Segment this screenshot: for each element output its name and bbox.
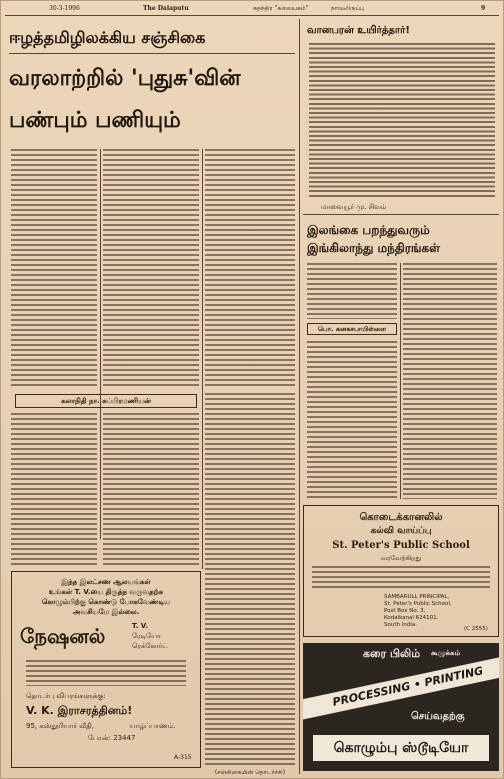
article-column-3-text: [205, 149, 295, 389]
article-column-2-text: [103, 149, 199, 389]
tv-ad-code: A-315: [174, 754, 192, 761]
header-date: 30-3-1996: [49, 5, 80, 12]
article-column-3-text-lower: [205, 393, 295, 767]
tv-ad-brand-tv: T. V.: [132, 622, 148, 630]
header-middle: சுதந்திர "கலையகம்": [253, 5, 309, 12]
right-article-headline-2: இங்கிலாந்து மந்திரங்கள்: [307, 241, 440, 255]
school-ad-contact-line: Post Box No. 3,: [384, 608, 426, 614]
tv-advertisement: [11, 571, 201, 768]
right-top-body-text: [309, 43, 495, 199]
right-top-title: வானபரன் உயிர்த்தார்!: [307, 25, 410, 36]
tv-ad-brand-radio: ரேடியோ: [132, 632, 161, 640]
banner-top-text: கரை பிலிம்: [363, 647, 421, 660]
header-paper-name: The Dalaputu: [143, 5, 189, 12]
article-byline: கலாநிதி நா. சுப்பிரமணியன்: [15, 394, 197, 408]
right-article-col-rule: [400, 263, 401, 499]
kicker-rule: [9, 53, 295, 54]
tv-ad-phone: போன்: 23447: [88, 734, 136, 742]
school-ad-contact: [384, 594, 452, 629]
tv-ad-brand: நேஷனல்: [20, 624, 106, 648]
banner-mid-text: செய்வதற்கு: [411, 711, 465, 722]
tv-ad-address: 95, கஸ்தூரியார் வீதி, யாழ்ப்பாணம்.: [26, 722, 176, 730]
school-ad-contact-line: SAMBARULL PRINCIPAL,: [384, 594, 450, 600]
article-kicker: ஈழத்தமிழிலக்கிய சஞ்சிகை: [9, 28, 206, 47]
article-headline-2: பண்பும் பணியும்: [9, 108, 181, 133]
article-column-2-text-lower: [103, 413, 199, 565]
banner-top-text-2: கூழுக்கம்: [431, 649, 461, 657]
footer-credit: (சஞ்சிகையின் தொடர்ச்சி): [214, 769, 286, 776]
school-ad-contact-line: Kodaikanal 624101.: [384, 615, 439, 621]
header-page-number: 9: [481, 5, 486, 12]
school-ad-line-3: வரவேற்கிறது: [380, 554, 422, 562]
school-ad-ref: (C 2555): [464, 626, 488, 632]
studio-banner-advertisement: [303, 643, 499, 771]
school-ad-name: St. Peter's Public School: [332, 540, 470, 551]
school-ad-contact-line: South India.: [384, 622, 417, 628]
tv-ad-line-4: அவசியமே இல்லை.: [72, 608, 140, 616]
tv-ad-line-1: இந்த இலட்சண ஆலயங்கள்: [61, 578, 151, 586]
right-top-rule: [303, 214, 499, 215]
school-ad-contact-line: St. Peter's Public School,: [384, 601, 452, 607]
article-headline-1: வரலாற்றில் 'புதுசு'வின்: [9, 66, 241, 91]
tv-ad-line-3: கொழும்பிற்கு கொண்டு போகவேண்டிய: [41, 598, 171, 606]
article-column-1-text: [11, 149, 97, 389]
right-article-col-1-top: [307, 263, 397, 319]
article-column-1-text-lower: [11, 413, 97, 565]
banner-processing-stripe: PROCESSING • PRINTING: [303, 653, 499, 720]
right-article-col-2: [403, 263, 497, 499]
banner-studio-name: கொழும்பு ஸ்டூடியோ: [313, 735, 489, 761]
school-advertisement: [303, 505, 499, 637]
col-rule-2: [202, 149, 203, 569]
header-rule: [5, 15, 499, 16]
tv-ad-brand-record: ரெக்கோர்ட்: [132, 642, 168, 650]
right-article-subhead: பொ. கனகசபாபிள்ளை: [307, 323, 397, 335]
school-ad-line-1: கொடைக்கானலில்: [359, 512, 443, 523]
school-ad-line-2: கல்வி வாய்ப்பு: [370, 526, 432, 536]
column-separator: [299, 19, 300, 774]
tv-ad-body-text: [26, 660, 186, 686]
header-page-label: நாவலிருப்பு: [331, 5, 365, 12]
school-ad-body-text: [312, 566, 490, 590]
tv-ad-contact-intro: தொடர்பு விபரங்களுக்கு:: [26, 692, 106, 700]
tv-ad-line-2: உங்கள் T. V.யை திருத்த வருவதற்க: [48, 588, 164, 596]
tv-ad-owner: V. K. இராசரத்தினம்!: [26, 704, 133, 717]
right-article-headline-1: இலங்கை பறந்துவரும்: [307, 223, 430, 237]
right-top-signoff: மாவையூர் மு. சிவம்: [321, 203, 387, 211]
right-article-col-1-bottom: [307, 341, 397, 499]
col-rule-1: [100, 149, 101, 539]
